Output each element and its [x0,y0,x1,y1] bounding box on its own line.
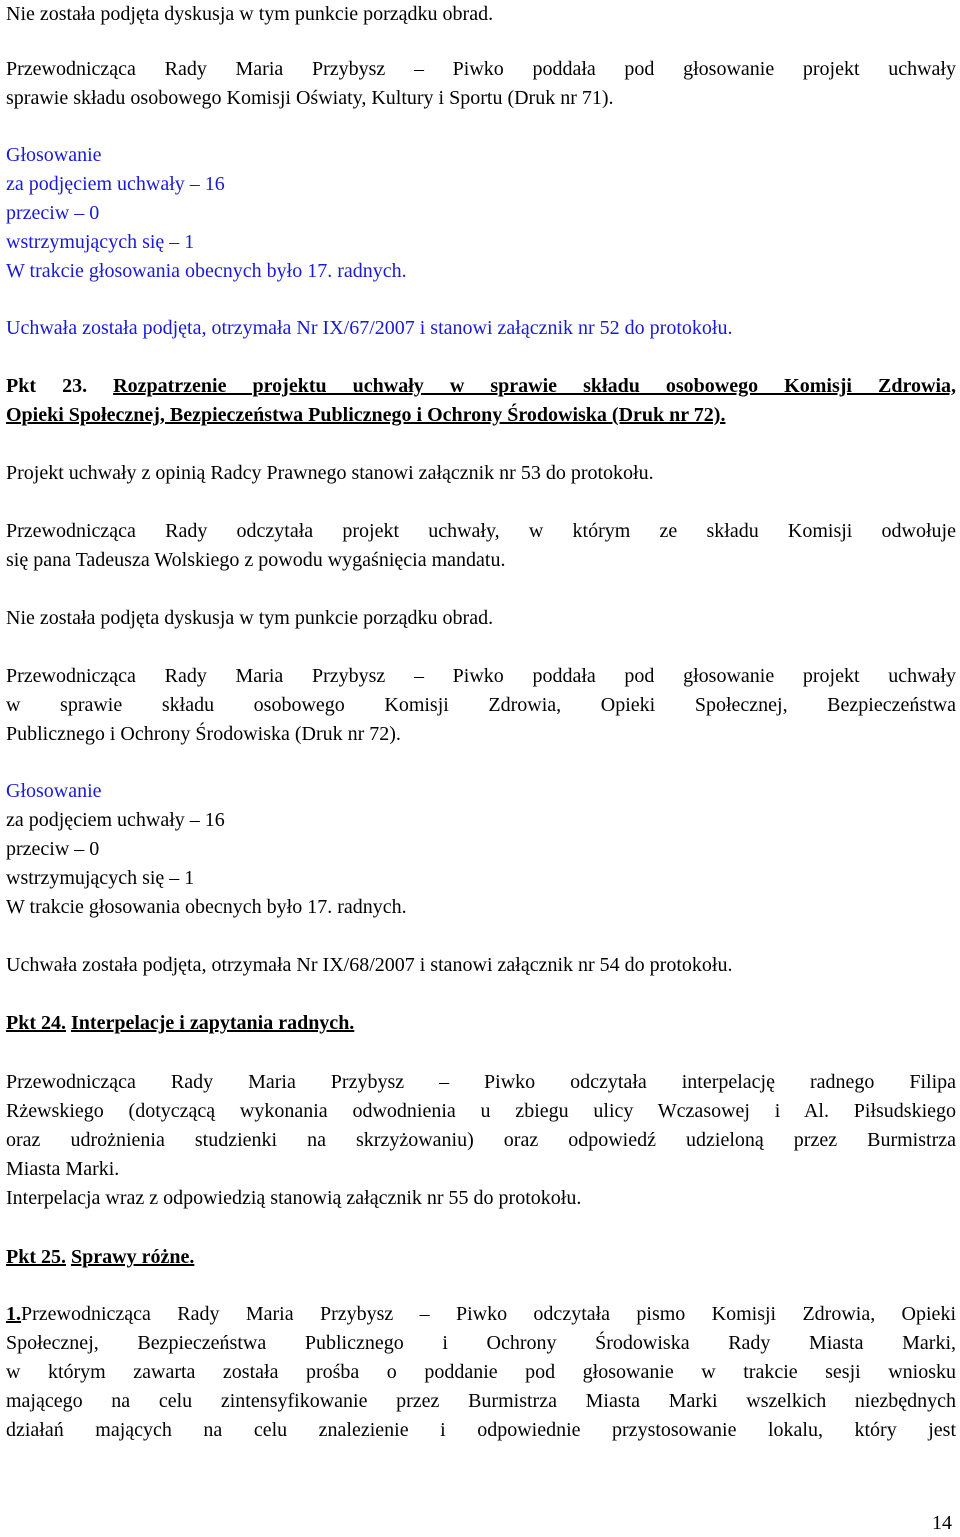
section-number: Pkt 23. [6,375,88,397]
text-line: w którym zawarta została prośba o poddanie pod głosowanie w trakcie sesji wniosku [6,1361,956,1383]
text-line: Przewodnicząca Rady Maria Przybysz – Piwko poddała pod głosowanie projekt uchwały [6,665,956,687]
text-line: oraz udrożnienia studzienki na skrzyżowaniu) oraz odpowiedź udzieloną przez Burmistrza [6,1129,956,1151]
section-number: Pkt 24. [6,1012,66,1034]
text-line: działań mających na celu znalezienie i odpowiednie przystosowanie lokalu, który jest [6,1419,956,1441]
vote-present: W trakcie głosowania obecnych było 17. radnych. [6,260,407,282]
text-line: w sprawie składu osobowego Komisji Zdrowia, Opieki Społecznej, Bezpieczeństwa [6,694,956,716]
vote-against: przeciw – 0 [6,202,100,224]
text-line: się pana Tadeusza Wolskiego z powodu wygaśnięcia mandatu. [6,549,506,571]
item-text: Przewodnicząca Rady Maria Przybysz – Piwko odczytała pismo Komisji Zdrowia, Opieki [21,1303,956,1325]
text-line: Przewodnicząca Rady Maria Przybysz – Piwko poddała pod głosowanie projekt uchwały [6,58,956,80]
vote-for: za podjęciem uchwały – 16 [6,809,225,831]
vote-against: przeciw – 0 [6,838,100,860]
section-title-cont: Opieki Społecznej, Bezpieczeństwa Publicznego i Ochrony Środowiska (Druk nr 72). [6,404,726,426]
text-line: Projekt uchwały z opinią Radcy Prawnego stanowi załącznik nr 53 do protokołu. [6,462,654,484]
section-title: Sprawy różne. [71,1246,195,1268]
text-line: Przewodnicząca Rady odczytała projekt uchwały, w którym ze składu Komisji odwołuje [6,520,956,542]
text-line: Przewodnicząca Rady Maria Przybysz – Piwko odczytała interpelację radnego Filipa [6,1071,956,1093]
page-number: 14 [932,1512,952,1534]
section-title: Rozpatrzenie projektu uchwały w sprawie składu osobowego Komisji Zdrowia, [113,375,957,397]
vote-abstain: wstrzymujących się – 1 [6,867,195,889]
text-line: Publicznego i Ochrony Środowiska (Druk nr 72). [6,723,401,745]
text-line: Rżewskiego (dotyczącą wykonania odwodnienia u zbiegu ulicy Wczasowej i Al. Piłsudskiego [6,1100,956,1122]
vote-abstain: wstrzymujących się – 1 [6,231,195,253]
section-number: Pkt 25. [6,1246,66,1268]
section-heading-pkt25 [6,1243,956,1272]
text-line: Nie została podjęta dyskusja w tym punkcie porządku obrad. [6,3,494,25]
section-title: Interpelacje i zapytania radnych. [71,1012,355,1034]
text-line: mającego na celu zintensyfikowanie przez Burmistrza Miasta Marki wszelkich niezbędnych [6,1390,956,1412]
text-line: Interpelacja wraz z odpowiedzią stanowią załącznik nr 55 do protokołu. [6,1187,582,1209]
resolution-result: Uchwała została podjęta, otrzymała Nr IX/67/2007 i stanowi załącznik nr 52 do protokołu. [6,317,733,339]
vote-present: W trakcie głosowania obecnych było 17. radnych. [6,896,407,918]
text-line: Nie została podjęta dyskusja w tym punkcie porządku obrad. [6,607,494,629]
text-line: Społecznej, Bezpieczeństwa Publicznego i Ochrony Środowiska Rady Miasta Marki, [6,1332,956,1354]
vote-for: za podjęciem uchwały – 16 [6,173,225,195]
item-number: 1. [6,1303,21,1325]
text-line [6,1300,956,1329]
vote-heading: Głosowanie [6,144,102,166]
section-heading-pkt24 [6,1009,956,1038]
section-heading-pkt23 [6,372,956,401]
resolution-result: Uchwała została podjęta, otrzymała Nr IX/68/2007 i stanowi załącznik nr 54 do protokołu. [6,954,733,976]
vote-heading: Głosowanie [6,780,102,802]
text-line: Miasta Marki. [6,1158,120,1180]
text-line: sprawie składu osobowego Komisji Oświaty, Kultury i Sportu (Druk nr 71). [6,87,614,109]
